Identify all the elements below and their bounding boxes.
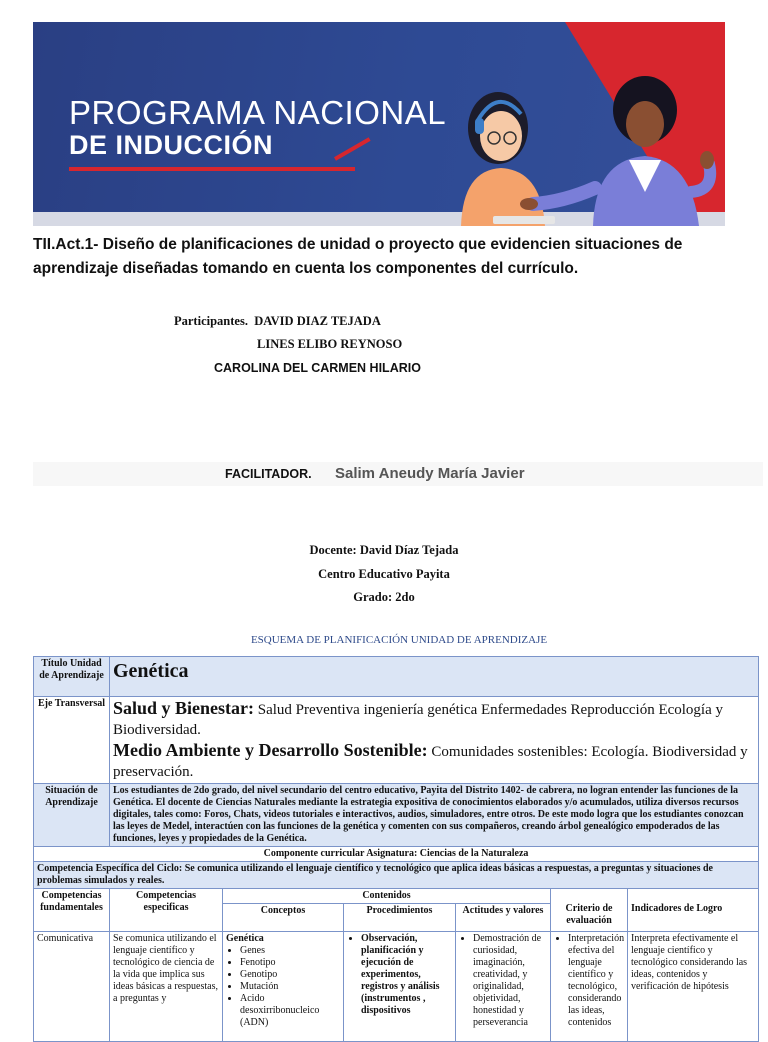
conceptos-list <box>226 945 340 1029</box>
row-headers-top <box>34 889 759 904</box>
row-titulo <box>34 657 759 697</box>
cell-conceptos <box>223 932 344 1042</box>
banner-title-line2: DE INDUCCIÓN <box>69 130 274 160</box>
cell-fundamental: Comunicativa <box>34 932 110 1042</box>
col-contenidos: Contenidos <box>223 889 551 904</box>
participant-name-2: LINES ELIBO REYNOSO <box>257 337 403 351</box>
actitud-item: • Demostración de curiosidad, imaginación, creatividad, y originalidad, objetividad, honestidad y perseverancia <box>473 933 547 1029</box>
concepto-item: • Genotipo <box>240 969 340 981</box>
eje-label: Eje Transversal <box>34 697 110 784</box>
concepto-item: • Fenotipo <box>240 957 340 969</box>
cell-indicadores: Interpreta efectivamente el lenguaje científico y tecnológico considerando las ideas, contenidos y verificación de hipótesis <box>628 932 759 1042</box>
titulo-value: Genética <box>113 660 189 682</box>
planning-table <box>33 656 759 1042</box>
cell-criterio <box>551 932 628 1042</box>
cell-procedimientos <box>344 932 456 1042</box>
row-componente <box>34 847 759 862</box>
eje-1-text: Salud Preventiva ingeniería genética Enfermedades Reproducción Ecología y Biodiversidad. <box>113 702 724 738</box>
concepto-item: • Acido desoxirribonucleico (ADN) <box>240 993 340 1029</box>
facilitator-name: Salim Aneudy María Javier <box>335 465 525 482</box>
activity-title: TII.Act.1- Diseño de planificaciones de unidad o proyecto que evidencien situaciones de aprendizaje diseñadas tomando en cuenta los componentes del currículo. <box>33 236 683 277</box>
titulo-value-cell <box>110 657 759 697</box>
row-eje <box>34 697 759 784</box>
concepto-item: • Genes <box>240 945 340 957</box>
competencia-ciclo: Competencia Específica del Ciclo: Se comunica utilizando el lenguaje científico y tecnológico que aplica ideas básicas a respuestas, a preguntas y situaciones de problemas simulados y reales. <box>34 862 759 889</box>
col-competencias-especificas: Competencias especificas <box>110 889 223 932</box>
col-actitudes: Actitudes y valores <box>456 904 551 932</box>
banner-title-line1: PROGRAMA NACIONAL <box>69 94 447 131</box>
participant-name-1: DAVID DIAZ TEJADA <box>254 314 381 328</box>
situacion-label: Situación de Aprendizaje <box>34 784 110 847</box>
banner-underline <box>69 167 355 171</box>
row-comunicativa <box>34 932 759 1042</box>
participants-line-1 <box>174 314 381 329</box>
centro-line: Centro Educativo Payita <box>318 567 450 581</box>
row-situacion <box>34 784 759 847</box>
docente-line: Docente: David Díaz Tejada <box>309 543 459 557</box>
row-competencia-ciclo <box>34 862 759 889</box>
cell-especifica: Se comunica utilizando el lenguaje científico y tecnológico de ciencia de la vida que implica sus ideas básicas a respuestas, a preguntas y <box>110 932 223 1042</box>
concepto-item: • Mutación <box>240 981 340 993</box>
conceptos-head: Genética <box>226 933 264 944</box>
participants-label: Participantes. <box>174 314 248 328</box>
cell-actitudes <box>456 932 551 1042</box>
eje-item-1 <box>113 698 755 740</box>
situacion-text: Los estudiantes de 2do grado, del nivel secundario del centro educativo, Payita del Distrito 1402- de cabrera, no logran entender las funciones de la Genética. El docente de Ciencias Naturales mediante la estrategia expositiva de conocimientos elaborados y/o acumulados, utiliza diversos recursos digitales, tales como: Foros, Chats, videos tutoriales e interactivos, audios, simuladores, entre otros. De este modo logra que los estudiantes conozcan las leyes de Medel, interactúen con las funciones de la genética y comenten con sus compañeros, creando árbol genealógico empoderados de las funciones, leyes y propiedades de la Genética. <box>110 784 759 847</box>
col-procedimientos: Procedimientos <box>344 904 456 932</box>
participant-name-3: CAROLINA DEL CARMEN HILARIO <box>214 361 421 375</box>
eje-item-2 <box>113 740 755 782</box>
col-indicadores: Indicadores de Logro <box>628 889 759 932</box>
eje-2-text: Comunidades sostenibles: Ecología. Biodiversidad y preservación. <box>113 744 748 780</box>
header-banner <box>33 22 725 226</box>
teachers-illustration <box>423 52 723 226</box>
esquema-title: ESQUEMA DE PLANIFICACIÓN UNIDAD DE APRENDIZAJE <box>250 634 548 646</box>
col-competencias-fundamentales: Competencias fundamentales <box>34 889 110 932</box>
criterio-item: • Interpretación efectiva del lenguaje científico y tecnológico, considerando las ideas, contenidos <box>568 933 624 1029</box>
procedimiento-item: • Observación, planificación y ejecución de experimentos, registros y análisis (instrumentos , dispositivos <box>361 933 452 1017</box>
eje-2-head: Medio Ambiente y Desarrollo Sostenible: <box>113 740 428 760</box>
col-conceptos: Conceptos <box>223 904 344 932</box>
eje-cell <box>110 697 759 784</box>
facilitator-label: FACILITADOR. <box>225 467 312 481</box>
grado-line: Grado: 2do <box>353 590 415 604</box>
componente-curricular: Componente curricular Asignatura: Ciencias de la Naturaleza <box>34 847 759 862</box>
titulo-label: Título Unidad de Aprendizaje <box>34 657 110 697</box>
eje-1-head: Salud y Bienestar: <box>113 698 255 718</box>
col-criterio: Criterio de evaluación <box>551 889 628 932</box>
